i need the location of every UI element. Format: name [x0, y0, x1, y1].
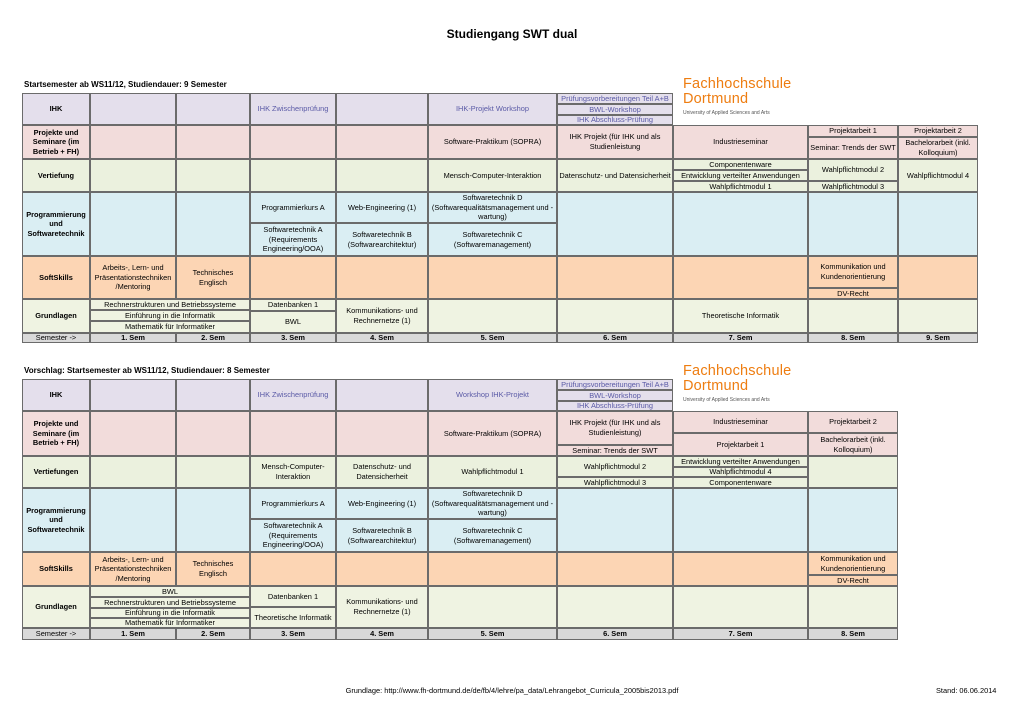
- plan2-cell: [673, 552, 808, 586]
- plan2-cell: Web-Engineering (1): [336, 488, 428, 519]
- plan2-cell: BWL-Workshop: [557, 390, 673, 401]
- plan2-cell: Programmierung und Softwaretechnik: [22, 488, 90, 552]
- plan2-cell: Bachelorarbeit (inkl. Kolloquium): [808, 433, 898, 456]
- plan2-cell: [808, 456, 898, 488]
- plan1-cell: Wahlpflichtmodul 3: [808, 181, 898, 192]
- plan1-cell: [808, 192, 898, 256]
- fh-dortmund-logo: [683, 77, 791, 116]
- plan2-cell: Softwaretechnik B (Softwarearchitektur): [336, 519, 428, 552]
- plan2-cell: Wahlpflichtmodul 4: [673, 467, 808, 477]
- plan1-cell: [250, 159, 336, 192]
- plan1-cell: [428, 256, 557, 299]
- plan1-cell: [90, 125, 176, 159]
- plan2-cell: IHK Abschluss-Prüfung: [557, 401, 673, 411]
- plan1-cell: BWL-Workshop: [557, 104, 673, 115]
- plan1-cell: Wahlpflichtmodul 2: [808, 159, 898, 181]
- plan2-cell: 1. Sem: [90, 628, 176, 640]
- plan1-cell: 5. Sem: [428, 333, 557, 343]
- plan2-cell: Entwicklung verteilter Anwendungen: [673, 456, 808, 467]
- plan1-cell: [336, 125, 428, 159]
- plan2-cell: [90, 379, 176, 411]
- plan1-cell: Grundlagen: [22, 299, 90, 333]
- plan1-cell: Arbeits-, Lern- und Präsentationstechniken /Mentoring: [90, 256, 176, 299]
- plan2-cell: BWL: [90, 586, 250, 597]
- plan1-cell: Wahlpflichtmodul 4: [898, 159, 978, 192]
- plan2-cell: Semester ->: [22, 628, 90, 640]
- plan2-cell: Prüfungsvorbereitungen Teil A+B: [557, 379, 673, 390]
- plan2-cell: Componentenware: [673, 477, 808, 488]
- plan1-cell: IHK Zwischenprüfung: [250, 93, 336, 125]
- plan1-title: Startsemester ab WS11/12, Studiendauer: 9 Semester: [24, 80, 227, 89]
- plan1-cell: [898, 256, 978, 299]
- plan1-cell: [898, 192, 978, 256]
- plan2-cell: Kommunikations- und Rechnernetze (1): [336, 586, 428, 628]
- plan1-cell: Bachelorarbeit (inkl. Kolloquium): [898, 137, 978, 159]
- plan2-cell: Workshop IHK-Projekt: [428, 379, 557, 411]
- plan2-cell: Datenbanken 1: [250, 586, 336, 607]
- plan2-cell: [557, 586, 673, 628]
- plan2-cell: [428, 552, 557, 586]
- plan2-cell: Technisches Englisch: [176, 552, 250, 586]
- plan2-cell: 2. Sem: [176, 628, 250, 640]
- plan1-cell: Softwaretechnik D (Softwarequalitätsmanagement und -wartung): [428, 192, 557, 223]
- plan1-cell: Softwaretechnik C (Softwaremanagement): [428, 223, 557, 256]
- plan2-cell: [336, 379, 428, 411]
- plan2-cell: [176, 411, 250, 456]
- plan2-cell: [428, 586, 557, 628]
- plan2-cell: Wahlpflichtmodul 1: [428, 456, 557, 488]
- plan2-cell: [673, 488, 808, 552]
- plan2-cell: Datenschutz- und Datensicherheit: [336, 456, 428, 488]
- plan1-cell: [336, 256, 428, 299]
- plan1-cell: [176, 192, 250, 256]
- footer-source: Grundlage: http://www.fh-dortmund.de/de/fb/4/lehre/pa_data/Lehrangebot_Curricula_2005bis2013.pdf: [345, 686, 679, 695]
- plan2-cell: IHK: [22, 379, 90, 411]
- plan1-cell: [90, 192, 176, 256]
- plan1-cell: Projektarbeit 2: [898, 125, 978, 137]
- plan1-cell: Industrieseminar: [673, 125, 808, 159]
- plan1-cell: Wahlpflichtmodul 1: [673, 181, 808, 192]
- plan2-cell: Softwaretechnik C (Softwaremanagement): [428, 519, 557, 552]
- plan2-cell: SoftSkills: [22, 552, 90, 586]
- plan1-cell: Componentenware: [673, 159, 808, 170]
- plan1-cell: [808, 299, 898, 333]
- logo-name-2: Dortmund: [683, 91, 749, 107]
- plan1-cell: [176, 93, 250, 125]
- plan1-cell: 1. Sem: [90, 333, 176, 343]
- plan2-cell: [90, 456, 176, 488]
- plan2-cell: [90, 488, 176, 552]
- plan1-cell: [557, 192, 673, 256]
- plan2-cell: [557, 552, 673, 586]
- plan1-cell: [673, 192, 808, 256]
- plan2-cell: Softwaretechnik D (Softwarequalitätsmanagement und -wartung): [428, 488, 557, 519]
- logo-name-2: Dortmund: [683, 378, 749, 394]
- plan2-cell: 8. Sem: [808, 628, 898, 640]
- plan1-cell: Software-Praktikum (SOPRA): [428, 125, 557, 159]
- plan2-cell: Rechnerstrukturen und Betriebssysteme: [90, 597, 250, 608]
- plan2-cell: [176, 488, 250, 552]
- plan1-cell: Mathematik für Informatiker: [90, 321, 250, 333]
- plan1-cell: Rechnerstrukturen und Betriebssysteme: [90, 299, 250, 310]
- plan1-cell: Projekte und Seminare (im Betrieb + FH): [22, 125, 90, 159]
- plan1-cell: BWL: [250, 311, 336, 333]
- plan1-cell: Softwaretechnik A (Requirements Engineering/OOA): [250, 223, 336, 256]
- plan1-cell: Theoretische Informatik: [673, 299, 808, 333]
- plan1-cell: [250, 125, 336, 159]
- plan2-cell: Mensch-Computer-Interaktion: [250, 456, 336, 488]
- page-title: Studiengang SWT dual: [446, 27, 578, 41]
- plan2-cell: Kommunikation und Kundenorientierung: [808, 552, 898, 575]
- plan2-cell: Projekte und Seminare (im Betrieb + FH): [22, 411, 90, 456]
- plan1-cell: IHK: [22, 93, 90, 125]
- plan1-cell: [90, 93, 176, 125]
- plan2-cell: Theoretische Informatik: [250, 607, 336, 628]
- plan1-cell: Programmierkurs A: [250, 192, 336, 223]
- plan1-cell: Projektarbeit 1: [808, 125, 898, 137]
- plan2-cell: Arbeits-, Lern- und Präsentationstechniken /Mentoring: [90, 552, 176, 586]
- plan1-cell: IHK Abschluss-Prüfung: [557, 115, 673, 125]
- plan2-cell: [250, 411, 336, 456]
- plan2-cell: Softwaretechnik A (Requirements Engineering/OOA): [250, 519, 336, 552]
- logo-subtitle: University of Applied Sciences and Arts: [683, 110, 770, 116]
- plan1-cell: 3. Sem: [250, 333, 336, 343]
- plan2-cell: Grundlagen: [22, 586, 90, 628]
- plan2-cell: [808, 488, 898, 552]
- plan1-cell: Semester ->: [22, 333, 90, 343]
- plan1-cell: DV-Recht: [808, 288, 898, 299]
- plan2-cell: 3. Sem: [250, 628, 336, 640]
- plan1-cell: [176, 159, 250, 192]
- plan1-cell: Prüfungsvorbereitungen Teil A+B: [557, 93, 673, 104]
- plan2-cell: Projektarbeit 1: [673, 433, 808, 456]
- plan1-cell: 2. Sem: [176, 333, 250, 343]
- plan1-cell: Kommunikations- und Rechnernetze (1): [336, 299, 428, 333]
- plan1-cell: Kommunikation und Kundenorientierung: [808, 256, 898, 288]
- plan2-cell: Projektarbeit 2: [808, 411, 898, 433]
- plan2-cell: [90, 411, 176, 456]
- plan1-cell: Web-Engineering (1): [336, 192, 428, 223]
- plan1-cell: 7. Sem: [673, 333, 808, 343]
- plan2-cell: [557, 488, 673, 552]
- plan2-cell: 6. Sem: [557, 628, 673, 640]
- plan2-cell: IHK Zwischenprüfung: [250, 379, 336, 411]
- plan1-cell: [90, 159, 176, 192]
- plan1-cell: Mensch-Computer-Interaktion: [428, 159, 557, 192]
- plan2-cell: Industrieseminar: [673, 411, 808, 433]
- plan2-cell: [336, 552, 428, 586]
- plan1-cell: Technisches Englisch: [176, 256, 250, 299]
- plan1-cell: Datenbanken 1: [250, 299, 336, 311]
- plan1-cell: Vertiefung: [22, 159, 90, 192]
- plan1-cell: [250, 256, 336, 299]
- plan1-cell: 9. Sem: [898, 333, 978, 343]
- plan2-cell: 7. Sem: [673, 628, 808, 640]
- plan2-cell: [336, 411, 428, 456]
- plan2-cell: IHK Projekt (für IHK und als Studienleistung): [557, 411, 673, 445]
- plan2-cell: 4. Sem: [336, 628, 428, 640]
- plan1-cell: Datenschutz- und Datensicherheit: [557, 159, 673, 192]
- plan2-cell: [808, 586, 898, 628]
- plan2-cell: [673, 586, 808, 628]
- plan1-cell: [176, 125, 250, 159]
- plan1-cell: [336, 93, 428, 125]
- logo-name: Fachhochschule: [683, 363, 792, 379]
- plan2-cell: [250, 552, 336, 586]
- plan2-cell: Programmierkurs A: [250, 488, 336, 519]
- plan1-cell: [557, 299, 673, 333]
- logo-subtitle: University of Applied Sciences and Arts: [683, 397, 770, 403]
- plan1-cell: [898, 299, 978, 333]
- logo-name: Fachhochschule: [683, 76, 792, 92]
- plan2-cell: Wahlpflichtmodul 2: [557, 456, 673, 477]
- plan2-cell: Einführung in die Informatik: [90, 608, 250, 618]
- plan1-cell: [673, 256, 808, 299]
- plan1-cell: Softwaretechnik B (Softwarearchitektur): [336, 223, 428, 256]
- plan1-cell: IHK-Projekt Workshop: [428, 93, 557, 125]
- plan2-title: Vorschlag: Startsemester ab WS11/12, Studiendauer: 8 Semester: [24, 366, 270, 375]
- plan1-cell: 8. Sem: [808, 333, 898, 343]
- plan2-cell: 5. Sem: [428, 628, 557, 640]
- plan2-cell: Software-Praktikum (SOPRA): [428, 411, 557, 456]
- plan1-cell: Seminar: Trends der SWT: [808, 137, 898, 159]
- plan1-cell: Entwicklung verteilter Anwendungen: [673, 170, 808, 181]
- plan2-cell: DV-Recht: [808, 575, 898, 586]
- footer-date: Stand: 06.06.2014: [936, 686, 997, 695]
- fh-dortmund-logo: [683, 364, 791, 403]
- plan1-cell: [428, 299, 557, 333]
- plan2-cell: Seminar: Trends der SWT: [557, 445, 673, 456]
- plan2-cell: Mathematik für Informatiker: [90, 618, 250, 628]
- plan1-cell: 4. Sem: [336, 333, 428, 343]
- plan1-cell: [557, 256, 673, 299]
- plan1-cell: IHK Projekt (für IHK und als Studienleistung: [557, 125, 673, 159]
- plan2-cell: Wahlpflichtmodul 3: [557, 477, 673, 488]
- plan2-cell: Vertiefungen: [22, 456, 90, 488]
- plan2-cell: [176, 456, 250, 488]
- plan1-cell: Einführung in die Informatik: [90, 310, 250, 321]
- plan1-cell: Programmierung und Softwaretechnik: [22, 192, 90, 256]
- plan1-cell: [336, 159, 428, 192]
- plan1-cell: 6. Sem: [557, 333, 673, 343]
- plan1-cell: SoftSkills: [22, 256, 90, 299]
- plan2-cell: [176, 379, 250, 411]
